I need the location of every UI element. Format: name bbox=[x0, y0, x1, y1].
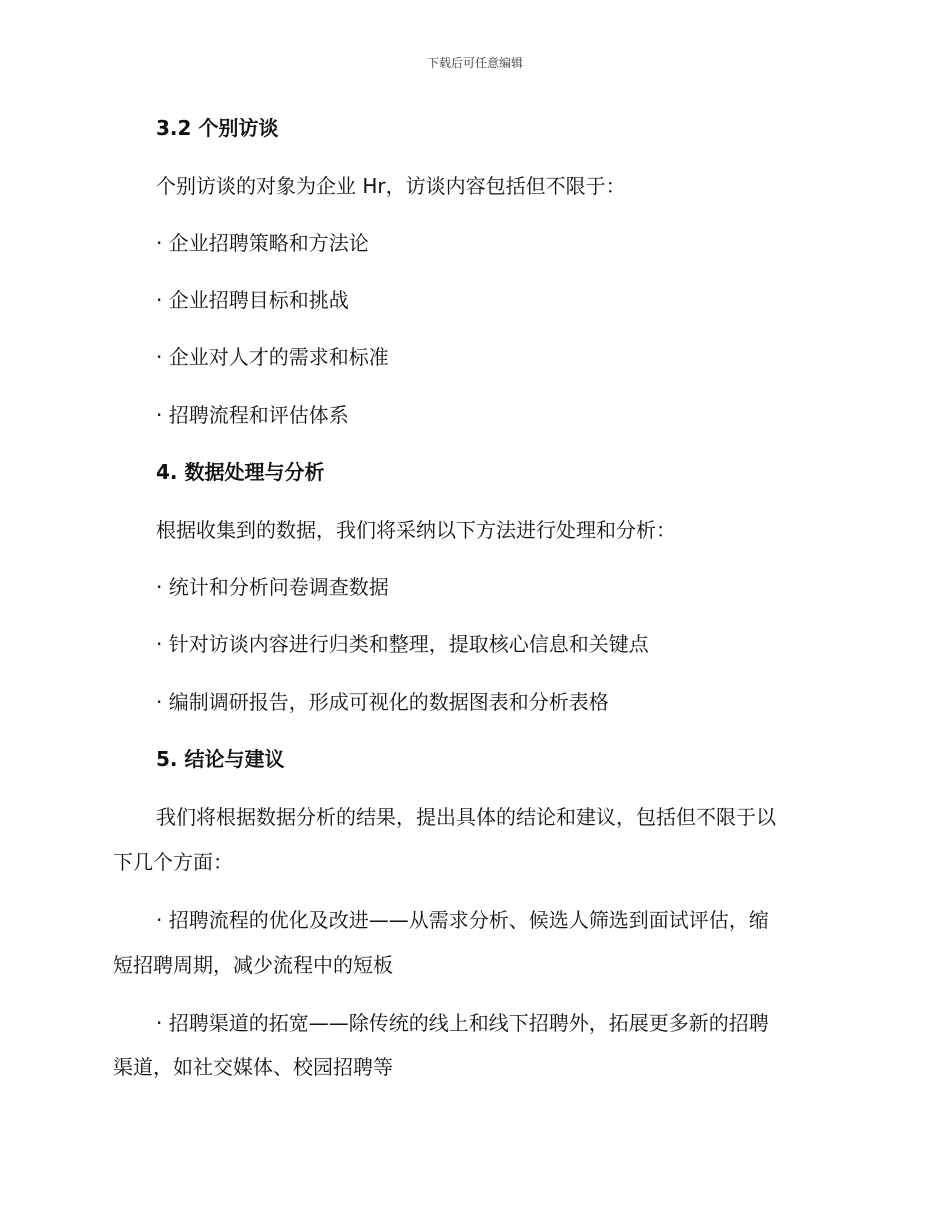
list-item: · 企业招聘目标和挑战 bbox=[156, 288, 349, 312]
section-heading-4: 4. 数据处理与分析 bbox=[156, 460, 325, 484]
list-item-line-2: 渠道，如社交媒体、校园招聘等 bbox=[113, 1055, 393, 1079]
list-item: · 企业对人才的需求和标准 bbox=[156, 345, 389, 369]
list-item: · 针对访谈内容进行归类和整理，提取核心信息和关键点 bbox=[156, 632, 649, 656]
list-item-line-1: · 招聘流程的优化及改进——从需求分析、候选人筛选到面试评估，缩 bbox=[156, 908, 769, 932]
section-3-2-intro: 个别访谈的对象为企业 Hr，访谈内容包括但不限于： bbox=[156, 174, 626, 198]
list-item: · 编制调研报告，形成可视化的数据图表和分析表格 bbox=[156, 690, 609, 714]
section-heading-5: 5. 结论与建议 bbox=[156, 747, 285, 771]
list-item: · 企业招聘策略和方法论 bbox=[156, 231, 369, 255]
section-heading-3-2: 3.2 个别访谈 bbox=[156, 116, 279, 140]
list-item: · 统计和分析问卷调查数据 bbox=[156, 575, 389, 599]
list-item-line-1: · 招聘渠道的拓宽——除传统的线上和线下招聘外，拓展更多新的招聘 bbox=[156, 1011, 769, 1035]
section-5-intro-line-2: 下几个方面： bbox=[113, 850, 233, 874]
header-note: 下载后可任意编辑 bbox=[426, 56, 523, 70]
section-4-intro: 根据收集到的数据，我们将采纳以下方法进行处理和分析： bbox=[156, 518, 676, 542]
section-5-intro-line-1: 我们将根据数据分析的结果，提出具体的结论和建议，包括但不限于以 bbox=[156, 805, 776, 829]
list-item-line-2: 短招聘周期，减少流程中的短板 bbox=[113, 953, 393, 977]
list-item: · 招聘流程和评估体系 bbox=[156, 403, 349, 427]
